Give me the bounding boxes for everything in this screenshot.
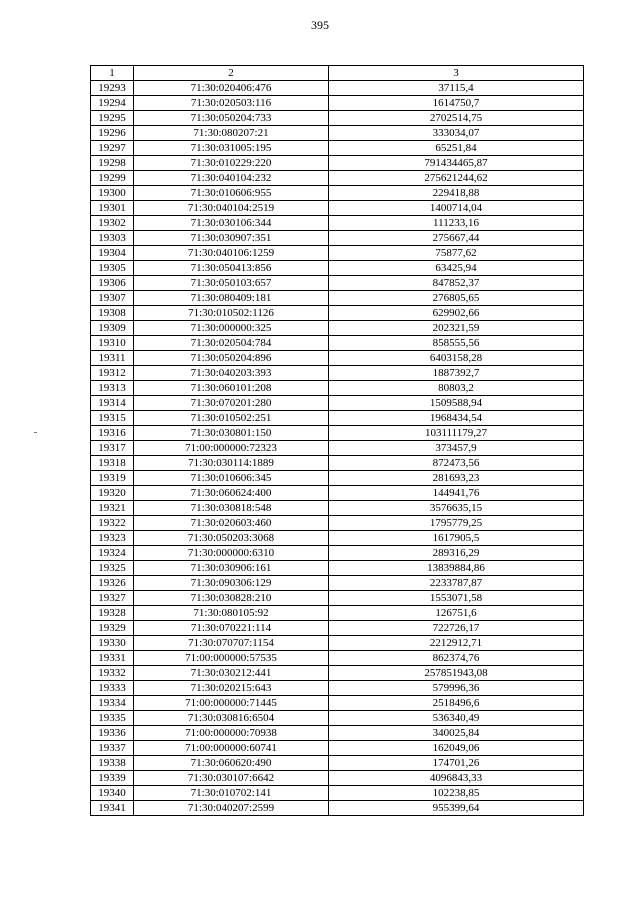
cadastral-number-cell: 71:30:030107:6642: [134, 771, 329, 786]
value-cell: 862374,76: [329, 651, 584, 666]
row-number-cell: 19316: [91, 426, 134, 441]
value-cell: 202321,59: [329, 321, 584, 336]
table-row: [91, 666, 584, 681]
value-cell: 6403158,28: [329, 351, 584, 366]
value-cell: 275667,44: [329, 231, 584, 246]
table-header-row: [91, 66, 584, 81]
row-number-cell: 19313: [91, 381, 134, 396]
row-number-cell: 19339: [91, 771, 134, 786]
table-row: [91, 501, 584, 516]
cadastral-number-cell: 71:30:000000:325: [134, 321, 329, 336]
cadastral-number-cell: 71:30:010502:251: [134, 411, 329, 426]
value-cell: 144941,76: [329, 486, 584, 501]
table-row: [91, 516, 584, 531]
table-row: [91, 471, 584, 486]
cadastral-number-cell: 71:30:020603:460: [134, 516, 329, 531]
row-number-cell: 19341: [91, 801, 134, 816]
row-number-cell: 19335: [91, 711, 134, 726]
cadastral-number-cell: 71:30:080207:21: [134, 126, 329, 141]
table-row: [91, 696, 584, 711]
cadastral-number-cell: 71:30:050413:856: [134, 261, 329, 276]
table-row: [91, 366, 584, 381]
cadastral-number-cell: 71:30:040106:1259: [134, 246, 329, 261]
cadastral-number-cell: 71:30:010702:141: [134, 786, 329, 801]
table-row: [91, 786, 584, 801]
row-number-cell: 19330: [91, 636, 134, 651]
value-cell: 103111179,27: [329, 426, 584, 441]
value-cell: 3576635,15: [329, 501, 584, 516]
page-number: 395: [311, 18, 329, 32]
value-cell: 1968434,54: [329, 411, 584, 426]
cadastral-number-cell: 71:30:030212:441: [134, 666, 329, 681]
table-row: [91, 306, 584, 321]
row-number-cell: 19315: [91, 411, 134, 426]
row-number-cell: 19319: [91, 471, 134, 486]
row-number-cell: 19331: [91, 651, 134, 666]
value-cell: 1400714,04: [329, 201, 584, 216]
value-cell: 536340,49: [329, 711, 584, 726]
cadastral-number-cell: 71:30:030816:6504: [134, 711, 329, 726]
row-number-cell: 19329: [91, 621, 134, 636]
table-row: [91, 681, 584, 696]
row-number-cell: 19321: [91, 501, 134, 516]
value-cell: 1887392,7: [329, 366, 584, 381]
cadastral-number-cell: 71:30:040203:393: [134, 366, 329, 381]
table-row: [91, 231, 584, 246]
cadastral-number-cell: 71:30:031005:195: [134, 141, 329, 156]
cadastral-number-cell: 71:30:010229:220: [134, 156, 329, 171]
table-row: [91, 81, 584, 96]
cadastral-number-cell: 71:30:070221:114: [134, 621, 329, 636]
table-row: [91, 351, 584, 366]
table-row: [91, 396, 584, 411]
row-number-cell: 19296: [91, 126, 134, 141]
value-cell: 847852,37: [329, 276, 584, 291]
value-cell: 1509588,94: [329, 396, 584, 411]
cadastral-number-cell: 71:30:070707:1154: [134, 636, 329, 651]
value-cell: 2702514,75: [329, 111, 584, 126]
row-number-cell: 19334: [91, 696, 134, 711]
value-cell: 63425,94: [329, 261, 584, 276]
value-cell: 75877,62: [329, 246, 584, 261]
table-row: [91, 531, 584, 546]
table-row: [91, 456, 584, 471]
value-cell: 1614750,7: [329, 96, 584, 111]
table-row: [91, 201, 584, 216]
table-row: [91, 801, 584, 816]
table-row: [91, 426, 584, 441]
registry-table: [90, 65, 584, 816]
table-row: [91, 336, 584, 351]
value-cell: 340025,84: [329, 726, 584, 741]
table-row: [91, 636, 584, 651]
table-row: [91, 771, 584, 786]
value-cell: 872473,56: [329, 456, 584, 471]
value-cell: 111233,16: [329, 216, 584, 231]
table-row: [91, 486, 584, 501]
table-row: [91, 546, 584, 561]
row-number-cell: 19317: [91, 441, 134, 456]
row-number-cell: 19338: [91, 756, 134, 771]
value-cell: 629902,66: [329, 306, 584, 321]
value-cell: 2212912,71: [329, 636, 584, 651]
table-row: [91, 321, 584, 336]
value-cell: 229418,88: [329, 186, 584, 201]
row-number-cell: 19305: [91, 261, 134, 276]
cadastral-number-cell: 71:30:090306:129: [134, 576, 329, 591]
cadastral-number-cell: 71:30:050204:733: [134, 111, 329, 126]
table-row: [91, 141, 584, 156]
table-row: [91, 411, 584, 426]
table-row: [91, 111, 584, 126]
cadastral-number-cell: 71:30:010606:345: [134, 471, 329, 486]
row-number-cell: 19328: [91, 606, 134, 621]
row-number-cell: 19295: [91, 111, 134, 126]
row-number-cell: 19326: [91, 576, 134, 591]
value-cell: 722726,17: [329, 621, 584, 636]
row-number-cell: 19301: [91, 201, 134, 216]
value-cell: 333034,07: [329, 126, 584, 141]
table-row: [91, 621, 584, 636]
value-cell: 257851943,08: [329, 666, 584, 681]
cadastral-number-cell: 71:30:030906:161: [134, 561, 329, 576]
value-cell: 80803,2: [329, 381, 584, 396]
row-number-cell: 19309: [91, 321, 134, 336]
value-cell: 791434465,87: [329, 156, 584, 171]
row-number-cell: 19308: [91, 306, 134, 321]
cadastral-number-cell: 71:30:050103:657: [134, 276, 329, 291]
value-cell: 174701,26: [329, 756, 584, 771]
value-cell: 579996,36: [329, 681, 584, 696]
row-number-cell: 19320: [91, 486, 134, 501]
cadastral-number-cell: 71:30:030114:1889: [134, 456, 329, 471]
table-row: [91, 96, 584, 111]
value-cell: 955399,64: [329, 801, 584, 816]
row-number-cell: 19299: [91, 171, 134, 186]
table-row: [91, 381, 584, 396]
cadastral-number-cell: 71:30:040104:232: [134, 171, 329, 186]
cadastral-number-cell: 71:30:020504:784: [134, 336, 329, 351]
value-cell: 65251,84: [329, 141, 584, 156]
value-cell: 276805,65: [329, 291, 584, 306]
row-number-cell: 19307: [91, 291, 134, 306]
row-number-cell: 19314: [91, 396, 134, 411]
cadastral-number-cell: 71:30:010502:1126: [134, 306, 329, 321]
value-cell: 858555,56: [329, 336, 584, 351]
table-row: [91, 261, 584, 276]
row-number-cell: 19300: [91, 186, 134, 201]
row-number-cell: 19323: [91, 531, 134, 546]
cadastral-number-cell: 71:30:000000:6310: [134, 546, 329, 561]
table-row: [91, 756, 584, 771]
table-row: [91, 156, 584, 171]
row-number-cell: 19304: [91, 246, 134, 261]
cadastral-number-cell: 71:00:000000:57535: [134, 651, 329, 666]
row-number-cell: 19310: [91, 336, 134, 351]
value-cell: 102238,85: [329, 786, 584, 801]
column-header-2: 2: [134, 66, 329, 81]
row-number-cell: 19303: [91, 231, 134, 246]
table-row: [91, 606, 584, 621]
value-cell: 275621244,62: [329, 171, 584, 186]
row-number-cell: 19327: [91, 591, 134, 606]
row-number-cell: 19311: [91, 351, 134, 366]
row-number-cell: 19297: [91, 141, 134, 156]
cadastral-number-cell: 71:00:000000:72323: [134, 441, 329, 456]
column-header-3: 3: [329, 66, 584, 81]
column-header-1: 1: [91, 66, 134, 81]
table-row: [91, 651, 584, 666]
table-row: [91, 561, 584, 576]
cadastral-number-cell: 71:30:010606:955: [134, 186, 329, 201]
row-number-cell: 19306: [91, 276, 134, 291]
row-number-cell: 19333: [91, 681, 134, 696]
cadastral-number-cell: 71:00:000000:60741: [134, 741, 329, 756]
row-number-cell: 19294: [91, 96, 134, 111]
table-row: [91, 741, 584, 756]
table-row: [91, 171, 584, 186]
value-cell: 1617905,5: [329, 531, 584, 546]
cadastral-number-cell: 71:30:030828:210: [134, 591, 329, 606]
cadastral-number-cell: 71:00:000000:71445: [134, 696, 329, 711]
row-number-cell: 19337: [91, 741, 134, 756]
cadastral-number-cell: 71:30:070201:280: [134, 396, 329, 411]
cadastral-number-cell: 71:30:020406:476: [134, 81, 329, 96]
cadastral-number-cell: 71:30:030106:344: [134, 216, 329, 231]
cadastral-number-cell: 71:30:030818:548: [134, 501, 329, 516]
cadastral-number-cell: 71:30:050204:896: [134, 351, 329, 366]
cadastral-number-cell: 71:30:060101:208: [134, 381, 329, 396]
scan-mark: [34, 432, 37, 433]
row-number-cell: 19325: [91, 561, 134, 576]
table-row: [91, 291, 584, 306]
value-cell: 1795779,25: [329, 516, 584, 531]
row-number-cell: 19302: [91, 216, 134, 231]
table-row: [91, 186, 584, 201]
cadastral-number-cell: 71:30:030801:150: [134, 426, 329, 441]
row-number-cell: 19293: [91, 81, 134, 96]
row-number-cell: 19332: [91, 666, 134, 681]
value-cell: 281693,23: [329, 471, 584, 486]
cadastral-number-cell: 71:30:080409:181: [134, 291, 329, 306]
table-row: [91, 246, 584, 261]
table-row: [91, 216, 584, 231]
row-number-cell: 19336: [91, 726, 134, 741]
value-cell: 2233787,87: [329, 576, 584, 591]
table-row: [91, 576, 584, 591]
cadastral-number-cell: 71:30:040104:2519: [134, 201, 329, 216]
cadastral-number-cell: 71:30:050203:3068: [134, 531, 329, 546]
value-cell: 373457,9: [329, 441, 584, 456]
cadastral-number-cell: 71:30:020215:643: [134, 681, 329, 696]
row-number-cell: 19324: [91, 546, 134, 561]
value-cell: 4096843,33: [329, 771, 584, 786]
value-cell: 126751,6: [329, 606, 584, 621]
table-body: [91, 81, 584, 816]
row-number-cell: 19322: [91, 516, 134, 531]
table-row: [91, 711, 584, 726]
row-number-cell: 19298: [91, 156, 134, 171]
value-cell: 2518496,6: [329, 696, 584, 711]
row-number-cell: 19318: [91, 456, 134, 471]
table-row: [91, 276, 584, 291]
value-cell: 37115,4: [329, 81, 584, 96]
table-row: [91, 441, 584, 456]
cadastral-number-cell: 71:30:080105:92: [134, 606, 329, 621]
row-number-cell: 19312: [91, 366, 134, 381]
value-cell: 289316,29: [329, 546, 584, 561]
value-cell: 1553071,58: [329, 591, 584, 606]
cadastral-number-cell: 71:00:000000:70938: [134, 726, 329, 741]
cadastral-number-cell: 71:30:020503:116: [134, 96, 329, 111]
row-number-cell: 19340: [91, 786, 134, 801]
table-row: [91, 126, 584, 141]
cadastral-number-cell: 71:30:060620:490: [134, 756, 329, 771]
table-row: [91, 726, 584, 741]
cadastral-number-cell: 71:30:060624:400: [134, 486, 329, 501]
table-row: [91, 591, 584, 606]
value-cell: 13839884,86: [329, 561, 584, 576]
cadastral-number-cell: 71:30:040207:2599: [134, 801, 329, 816]
cadastral-number-cell: 71:30:030907:351: [134, 231, 329, 246]
value-cell: 162049,06: [329, 741, 584, 756]
